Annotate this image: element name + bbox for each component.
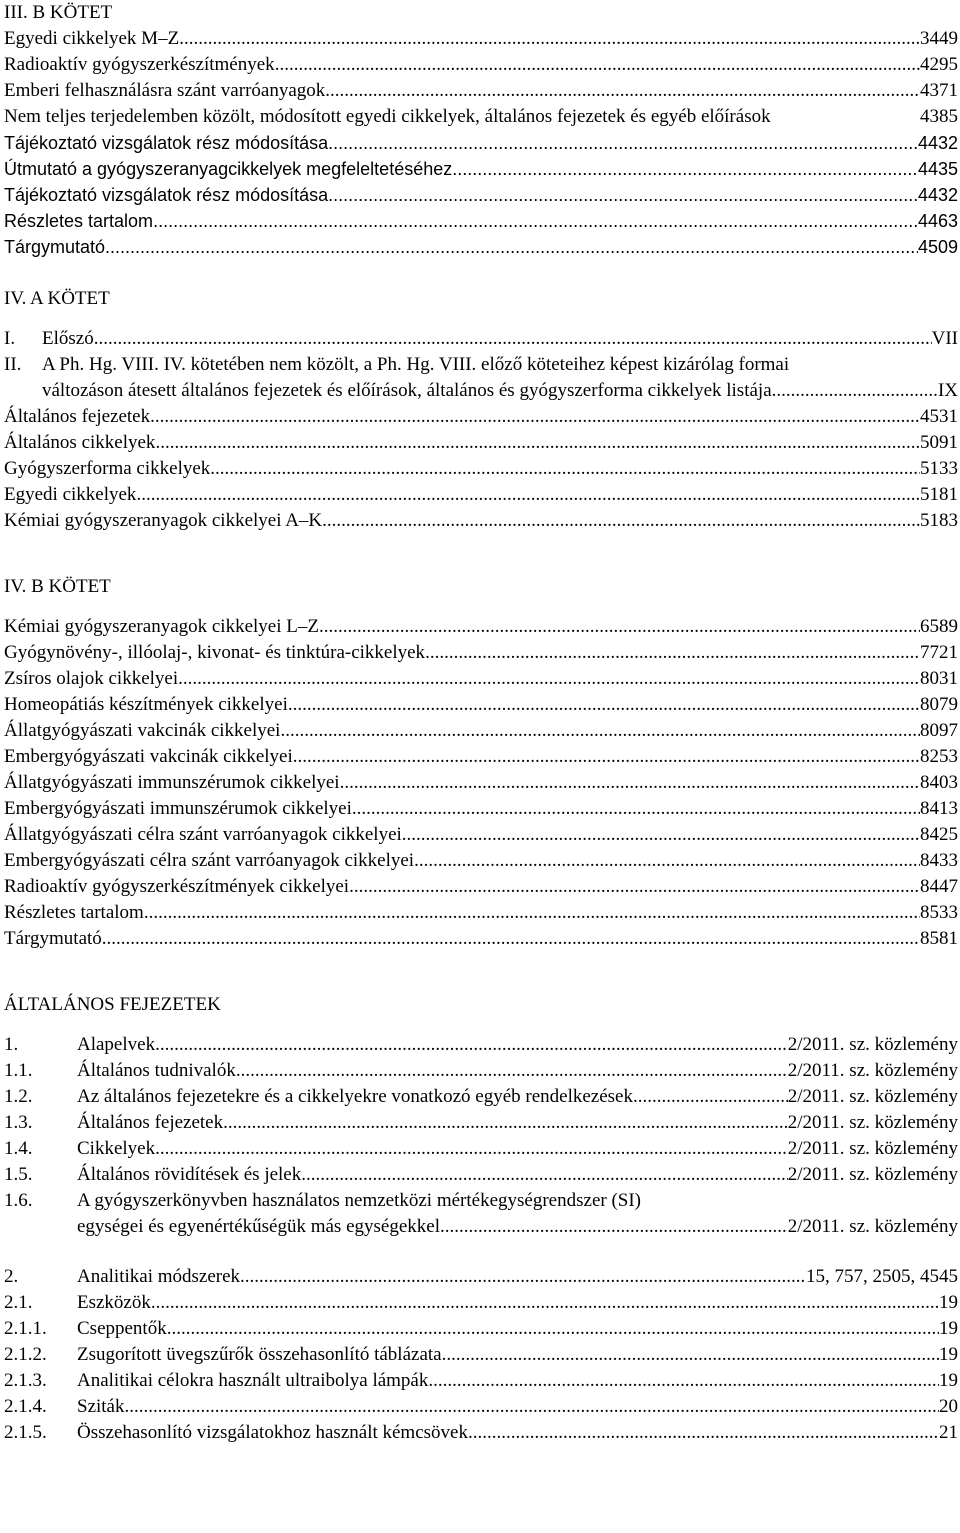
toc-entry[interactable]: Állatgyógyászati immunszérumok cikkelyei ..... 8403 [4, 770, 958, 796]
toc-entry-wrapped-line1[interactable]: II. A Ph. Hg. VIII. IV. kötetében nem közölt, a Ph. Hg. VIII. előző köteteihez képest kizárólag formai [4, 354, 790, 375]
toc-entry[interactable]: Nem teljes terjedelemben közölt, módosított egyedi cikkelyek, általános fejezetek és egyéb előírások 4385 [4, 106, 958, 127]
section-heading: III. B KÖTET [4, 2, 113, 23]
toc-entry[interactable]: Részletes tartalom ..... 4463 [4, 208, 958, 234]
toc-page [4, 0, 958, 1446]
toc-entry[interactable]: Radioaktív gyógyszerkészítmények cikkelyei ..... 8447 [4, 874, 958, 900]
toc-entry[interactable]: 2.1.4. Sziták ..... 20 [4, 1394, 958, 1420]
section-heading: IV. B KÖTET [4, 576, 111, 597]
toc-entry[interactable]: 1.1. Általános tudnivalók ..... 2/2011. sz. közlemény [4, 1058, 958, 1084]
toc-entry-wrapped-line2[interactable]: egységei és egyenértékűségük más egységekkel ..... 2/2011. sz. közlemény [4, 1214, 958, 1240]
toc-entry-wrapped-line1[interactable]: 1.6. A gyógyszerkönyvben használatos nemzetközi mértékegységrendszer (SI) [4, 1190, 641, 1211]
toc-entry[interactable]: 2.1.5. Összehasonlító vizsgálatokhoz használt kémcsövek ..... 21 [4, 1420, 958, 1446]
toc-entry[interactable]: Egyedi cikkelyek ..... 5181 [4, 482, 958, 508]
toc-entry[interactable]: 2.1.1. Cseppentők ..... 19 [4, 1316, 958, 1342]
toc-entry[interactable]: Radioaktív gyógyszerkészítmények ..... 4295 [4, 52, 958, 78]
toc-entry[interactable]: Általános fejezetek ..... 4531 [4, 404, 958, 430]
toc-entry[interactable]: Tárgymutató ..... 4509 [4, 234, 958, 260]
toc-entry[interactable]: 1.2. Az általános fejezetekre és a cikkelyekre vonatkozó egyéb rendelkezések ..... 2/2011. sz. közlemény [4, 1084, 958, 1110]
toc-entry[interactable]: Homeopátiás készítmények cikkelyei ..... 8079 [4, 692, 958, 718]
toc-entry[interactable]: Egyedi cikkelyek M–Z ..... 3449 [4, 26, 958, 52]
toc-entry[interactable]: Embergyógyászati immunszérumok cikkelyei ..... 8413 [4, 796, 958, 822]
toc-entry[interactable]: Zsíros olajok cikkelyei ..... 8031 [4, 666, 958, 692]
toc-entry[interactable]: 2.1.2. Zsugorított üvegszűrők összehasonlító táblázata ..... 19 [4, 1342, 958, 1368]
toc-entry[interactable]: 1.4. Cikkelyek ..... 2/2011. sz. közlemény [4, 1136, 958, 1162]
toc-entry[interactable]: Kémiai gyógyszeranyagok cikkelyei L–Z ..... 6589 [4, 614, 958, 640]
toc-entry[interactable]: Általános cikkelyek ..... 5091 [4, 430, 958, 456]
section-heading: IV. A KÖTET [4, 288, 110, 309]
toc-entry[interactable]: Kémiai gyógyszeranyagok cikkelyei A–K ..... 5183 [4, 508, 958, 534]
toc-entry[interactable]: Tárgymutató ..... 8581 [4, 926, 958, 952]
toc-entry[interactable]: 2.1. Eszközök ..... 19 [4, 1290, 958, 1316]
toc-entry[interactable]: Gyógynövény-, illóolaj-, kivonat- és tinktúra-cikkelyek ..... 7721 [4, 640, 958, 666]
toc-entry[interactable]: Tájékoztató vizsgálatok rész módosítása ..... 4432 [4, 182, 958, 208]
toc-entry[interactable]: 1.3. Általános fejezetek ..... 2/2011. sz. közlemény [4, 1110, 958, 1136]
toc-entry[interactable]: Részletes tartalom ..... 8533 [4, 900, 958, 926]
toc-entry[interactable]: 2. Analitikai módszerek ..... 15, 757, 2505, 4545 [4, 1264, 958, 1290]
toc-entry-wrapped-line2[interactable]: változáson átesett általános fejezetek és előírások, általános és gyógyszerforma cikkelyek listája ..... IX [4, 378, 958, 404]
toc-entry[interactable]: Embergyógyászati célra szánt varróanyagok cikkelyei ..... 8433 [4, 848, 958, 874]
toc-entry[interactable]: Állatgyógyászati vakcinák cikkelyei ..... 8097 [4, 718, 958, 744]
toc-entry[interactable]: 2.1.3. Analitikai célokra használt ultraibolya lámpák ..... 19 [4, 1368, 958, 1394]
toc-entry[interactable]: I. Előszó ..... VII [4, 326, 958, 352]
toc-entry[interactable]: Tájékoztató vizsgálatok rész módosítása ..... 4432 [4, 130, 958, 156]
section-heading: ÁLTALÁNOS FEJEZETEK [4, 994, 221, 1015]
toc-entry[interactable]: 1. Alapelvek ..... 2/2011. sz. közlemény [4, 1032, 958, 1058]
toc-entry[interactable]: 1.5. Általános rövidítések és jelek ..... 2/2011. sz. közlemény [4, 1162, 958, 1188]
toc-entry[interactable]: Emberi felhasználásra szánt varróanyagok ..... 4371 [4, 78, 958, 104]
toc-entry[interactable]: Állatgyógyászati célra szánt varróanyagok cikkelyei ..... 8425 [4, 822, 958, 848]
toc-entry[interactable]: Gyógyszerforma cikkelyek ..... 5133 [4, 456, 958, 482]
toc-entry[interactable]: Embergyógyászati vakcinák cikkelyei ..... 8253 [4, 744, 958, 770]
toc-entry[interactable]: Útmutató a gyógyszeranyagcikkelyek megfeleltetéséhez ..... 4435 [4, 156, 958, 182]
